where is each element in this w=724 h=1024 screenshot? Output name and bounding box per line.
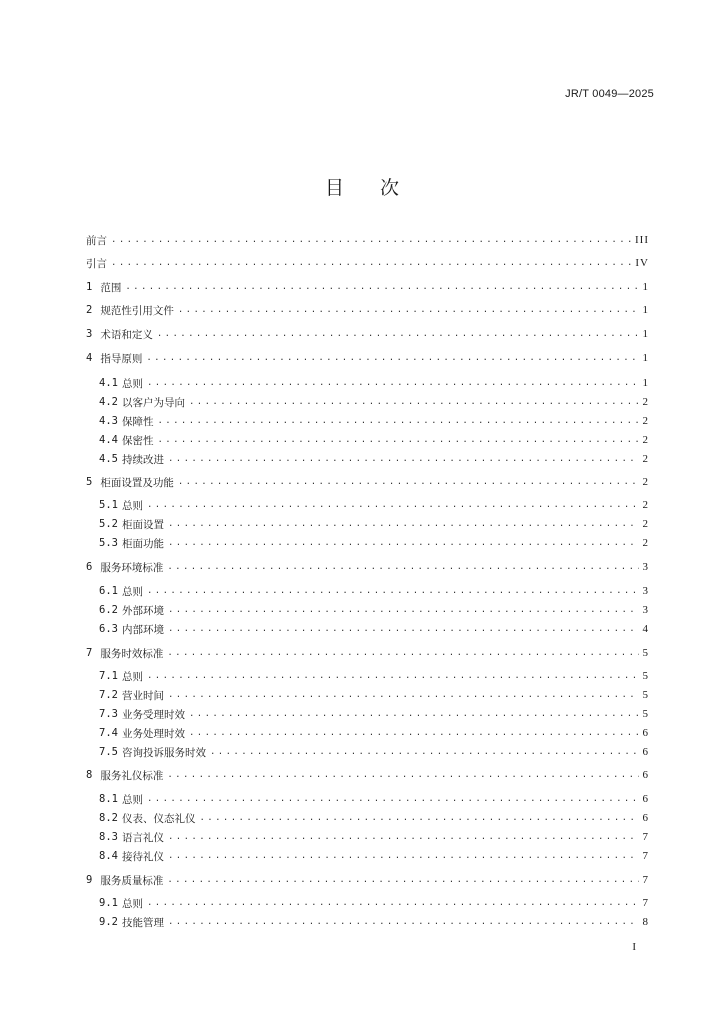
toc-title-char: 目 [324, 177, 344, 199]
toc-entry-title: 指导原则 [100, 352, 143, 365]
toc-subentry[interactable] [99, 392, 649, 412]
toc-entry[interactable] [86, 472, 649, 492]
toc-entry-number: 8 [86, 769, 93, 781]
toc-dot-leader [168, 452, 639, 466]
toc-subentry[interactable] [99, 666, 649, 686]
toc-entry-number: 4.2 [99, 396, 118, 408]
toc-dot-leader [199, 811, 638, 825]
toc-subentry[interactable] [99, 514, 649, 534]
toc-dot-leader [111, 256, 631, 270]
toc-entry-page: 4 [642, 623, 649, 635]
toc-entry-title: 语言礼仪 [121, 831, 164, 844]
toc-entry-page: 1 [642, 304, 649, 316]
toc-entry-title: 外部环境 [121, 604, 164, 617]
toc-dot-leader [168, 622, 639, 636]
toc-entry-page: 1 [642, 281, 649, 293]
toc-entry-number: 4.1 [99, 377, 118, 389]
toc-subentry[interactable] [99, 430, 649, 450]
toc-dot-leader [167, 768, 638, 782]
toc-dot-leader [157, 433, 638, 447]
toc-entry-title: 持续改进 [121, 453, 164, 466]
document-code: JR/T 0049—2025 [565, 88, 654, 100]
toc-subentry[interactable] [99, 411, 649, 431]
toc-entry-title: 保密性 [121, 434, 154, 447]
toc-entry-number: 6.2 [99, 604, 118, 616]
toc-subentry[interactable] [99, 912, 649, 932]
toc-entry-number: 6.3 [99, 623, 118, 635]
toc-entry-page: 6 [642, 746, 649, 758]
toc-entry-page: 6 [642, 793, 649, 805]
toc-entry-title: 总则 [121, 793, 143, 806]
toc-entry-number: 8.4 [99, 850, 118, 862]
toc-subentry[interactable] [99, 808, 649, 828]
toc-subentry[interactable] [99, 846, 649, 866]
toc-dot-leader [168, 849, 639, 863]
toc-entry-page: 7 [642, 874, 649, 886]
toc-entry-number: 8.1 [99, 793, 118, 805]
toc-subentry[interactable] [99, 685, 649, 705]
toc-dot-leader [189, 726, 639, 740]
toc-entry-number: 7 [86, 647, 93, 659]
toc-entry[interactable] [86, 324, 649, 344]
toc-entry-page: 1 [642, 377, 649, 389]
toc-entry-title: 服务环境标准 [100, 561, 164, 574]
toc-dot-leader [111, 233, 631, 247]
toc-entry[interactable] [86, 253, 649, 273]
toc-dot-leader [168, 688, 639, 702]
toc-entry-page: 5 [642, 689, 649, 701]
toc-entry[interactable] [86, 643, 649, 663]
toc-entry-number: 9.2 [99, 916, 118, 928]
toc-entry-title: 服务质量标准 [100, 874, 164, 887]
toc-entry-number: 2 [86, 304, 93, 316]
toc-entry-title: 技能管理 [121, 916, 164, 929]
toc-entry-title: 总则 [121, 585, 143, 598]
toc-entry-page: 2 [642, 396, 649, 408]
toc-subentry[interactable] [99, 449, 649, 469]
toc-entry[interactable] [86, 870, 649, 890]
toc-entry-number: 7.2 [99, 689, 118, 701]
toc-entry-page: 7 [642, 831, 649, 843]
toc-entry-page: 2 [642, 415, 649, 427]
toc-dot-leader [157, 414, 638, 428]
toc-entry-number: 6.1 [99, 585, 118, 597]
toc-entry-number: 7.5 [99, 746, 118, 758]
toc-entry-title: 前言 [86, 234, 107, 247]
toc-subentry[interactable] [99, 619, 649, 639]
toc-entry-page: IV [635, 257, 649, 269]
toc-entry-title: 营业时间 [121, 689, 164, 702]
toc-entry-number: 4.3 [99, 415, 118, 427]
toc-entry-title: 总则 [121, 377, 143, 390]
toc-dot-leader [178, 303, 639, 317]
toc-entry-title: 柜面功能 [121, 537, 164, 550]
page-number: I [632, 941, 636, 953]
toc-subentry[interactable] [99, 495, 649, 515]
toc-dot-leader [147, 896, 639, 910]
toc-entry-title: 总则 [121, 670, 143, 683]
toc-entry-page: 2 [642, 453, 649, 465]
toc-entry[interactable] [86, 765, 649, 785]
toc-entry-title: 咨询投诉服务时效 [121, 746, 206, 759]
toc-dot-leader [178, 475, 639, 489]
toc-entry-title: 仪表、仪态礼仪 [121, 812, 196, 825]
toc-dot-leader [147, 669, 639, 683]
toc-dot-leader [167, 560, 638, 574]
toc-entry-page: 1 [642, 328, 649, 340]
toc-entry-page: 3 [642, 585, 649, 597]
toc-entry-page: 7 [642, 897, 649, 909]
toc-entry-title: 业务处理时效 [121, 727, 185, 740]
toc-dot-leader [167, 646, 638, 660]
toc-entry-page: 2 [642, 537, 649, 549]
toc-entry-title: 以客户为导向 [121, 396, 185, 409]
toc-entry-number: 4.5 [99, 453, 118, 465]
toc-entry-number: 7.1 [99, 670, 118, 682]
toc-subentry[interactable] [99, 827, 649, 847]
toc-dot-leader [168, 915, 639, 929]
toc-entry-page: 8 [642, 916, 649, 928]
toc-entry-title: 服务时效标准 [100, 647, 164, 660]
toc-entry-title: 术语和定义 [100, 328, 153, 341]
toc-entry-title: 接待礼仪 [121, 850, 164, 863]
toc-entry-page: 2 [642, 434, 649, 446]
toc-dot-leader [147, 498, 639, 512]
toc-entry-page: 6 [642, 812, 649, 824]
toc-entry-number: 6 [86, 561, 93, 573]
toc-entry-page: 5 [642, 647, 649, 659]
toc-entry-page: 2 [642, 518, 649, 530]
toc-title [0, 173, 724, 200]
toc-entry-title: 内部环境 [121, 623, 164, 636]
toc-entry-page: 6 [642, 769, 649, 781]
toc-entry-number: 4.4 [99, 434, 118, 446]
toc-dot-leader [147, 376, 639, 390]
toc-entry-number: 5.3 [99, 537, 118, 549]
toc-entry-page: 3 [642, 604, 649, 616]
toc-entry-number: 5 [86, 476, 93, 488]
toc-entry-title: 总则 [121, 499, 143, 512]
toc-entry-number: 9.1 [99, 897, 118, 909]
toc-subentry[interactable] [99, 600, 649, 620]
toc-dot-leader [147, 584, 639, 598]
toc-dot-leader [189, 395, 639, 409]
toc-entry-title: 业务受理时效 [121, 708, 185, 721]
toc-entry[interactable] [86, 230, 649, 250]
toc-dot-leader [125, 280, 638, 294]
toc-dot-leader [210, 745, 639, 759]
toc-entry-number: 7.4 [99, 727, 118, 739]
toc-entry-number: 5.2 [99, 518, 118, 530]
toc-entry-page: III [635, 234, 649, 246]
toc-entry-number: 5.1 [99, 499, 118, 511]
toc-dot-leader [167, 873, 638, 887]
toc-entry-title: 柜面设置及功能 [100, 476, 174, 489]
toc-entry[interactable] [86, 277, 649, 297]
toc-entry-number: 3 [86, 328, 93, 340]
toc-dot-leader [189, 707, 639, 721]
toc-subentry[interactable] [99, 893, 649, 913]
toc-entry-title: 服务礼仪标准 [100, 769, 164, 782]
toc-dot-leader [168, 830, 639, 844]
toc-entry-page: 1 [642, 352, 649, 364]
toc-subentry[interactable] [99, 723, 649, 743]
toc-entry-title: 规范性引用文件 [100, 304, 174, 317]
toc-entry-page: 6 [642, 727, 649, 739]
toc-entry-title: 柜面设置 [121, 518, 164, 531]
toc-entry-page: 5 [642, 708, 649, 720]
toc-subentry[interactable] [99, 704, 649, 724]
toc-title-char: 次 [380, 177, 400, 199]
toc-entry-number: 7.3 [99, 708, 118, 720]
toc-dot-leader [147, 792, 639, 806]
toc-entry-title: 总则 [121, 897, 143, 910]
toc-subentry[interactable] [99, 533, 649, 553]
toc-entry[interactable] [86, 557, 649, 577]
toc-entry-title: 保障性 [121, 415, 154, 428]
toc-entry[interactable] [86, 300, 649, 320]
toc-entry-page: 7 [642, 850, 649, 862]
toc-entry-number: 1 [86, 281, 93, 293]
toc-subentry[interactable] [99, 373, 649, 393]
toc-subentry[interactable] [99, 581, 649, 601]
toc-dot-leader [157, 327, 639, 341]
toc-entry-title: 范围 [100, 281, 122, 294]
toc-entry-title: 引言 [86, 257, 107, 270]
toc-subentry[interactable] [99, 742, 649, 762]
toc-entry-number: 8.2 [99, 812, 118, 824]
toc-entry[interactable] [86, 348, 649, 368]
toc-dot-leader [168, 517, 639, 531]
toc-entry-page: 2 [642, 476, 649, 488]
toc-entry-page: 2 [642, 499, 649, 511]
toc-dot-leader [168, 536, 639, 550]
toc-entry-number: 4 [86, 352, 93, 364]
toc-dot-leader [168, 603, 639, 617]
toc-entry-number: 9 [86, 874, 93, 886]
toc-subentry[interactable] [99, 789, 649, 809]
toc-entry-page: 5 [642, 670, 649, 682]
toc-dot-leader [146, 351, 638, 365]
toc-entry-number: 8.3 [99, 831, 118, 843]
toc-entry-page: 3 [642, 561, 649, 573]
